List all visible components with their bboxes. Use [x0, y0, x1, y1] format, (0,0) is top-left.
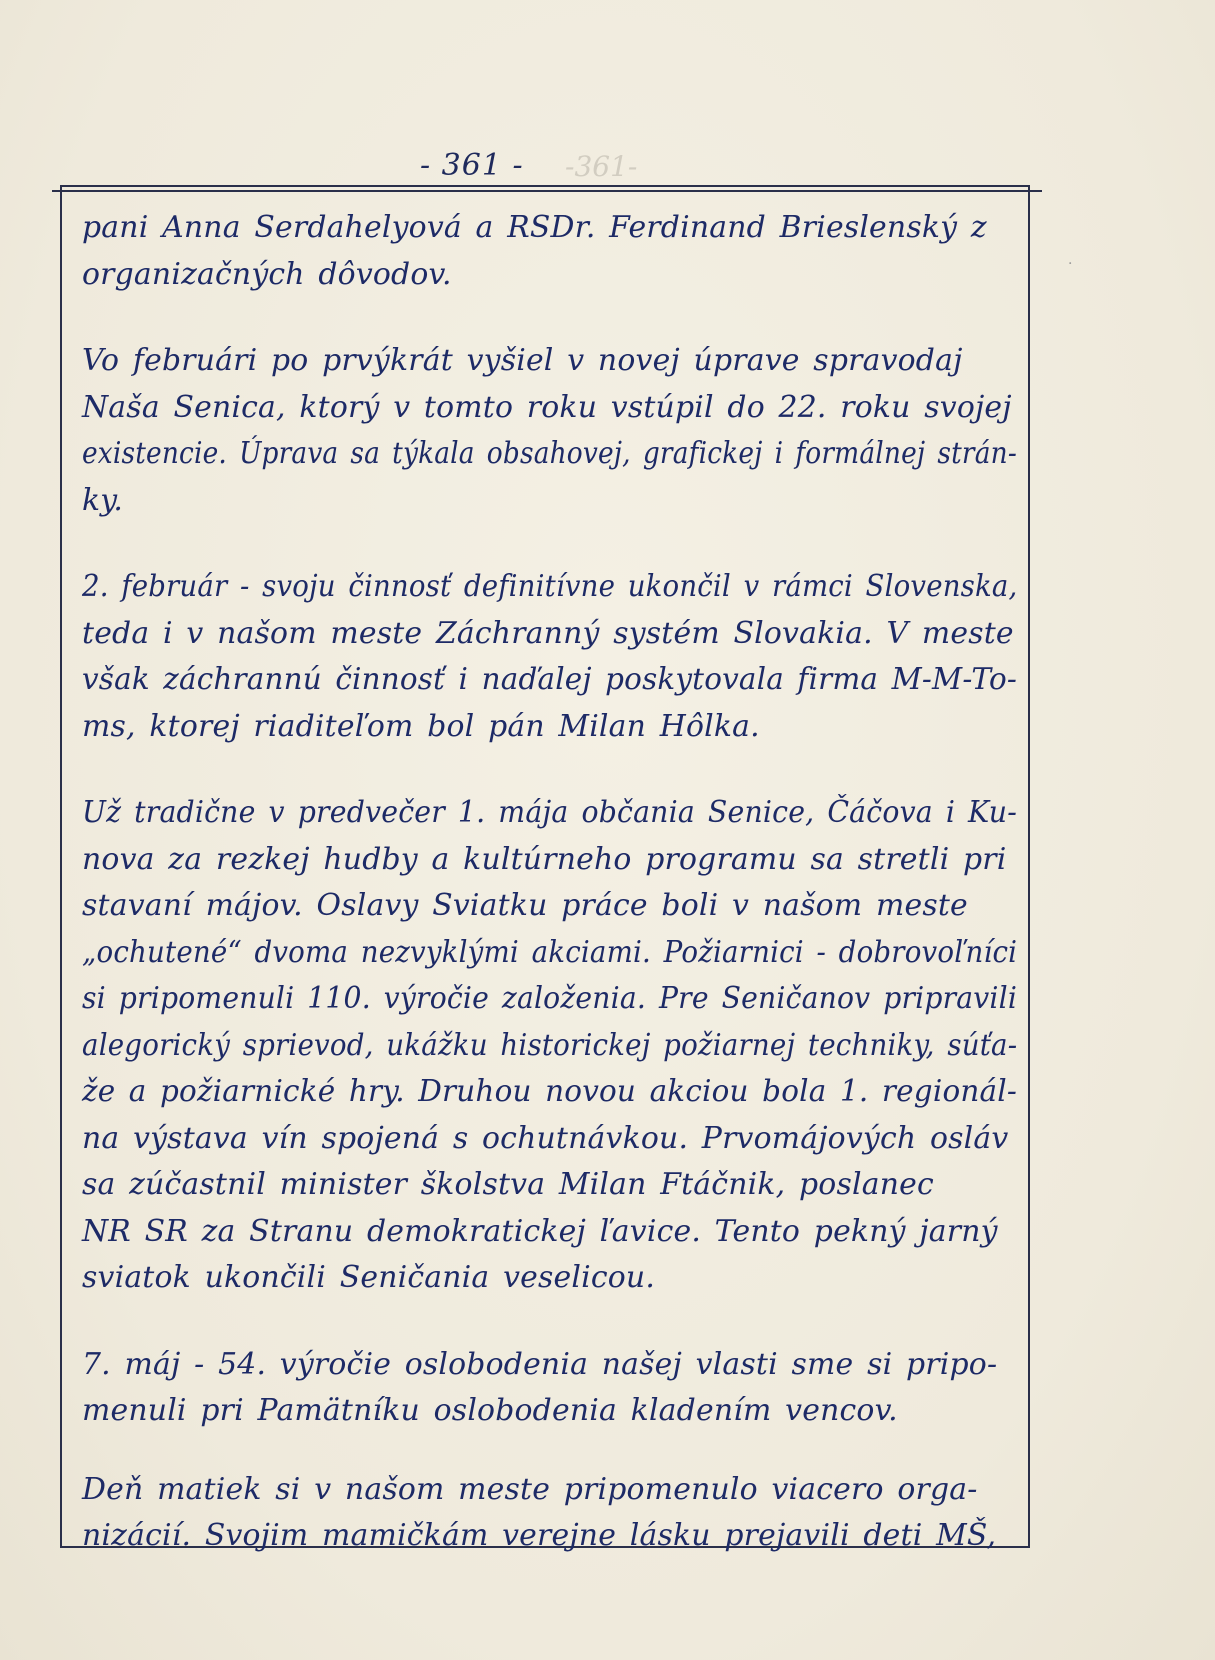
- handwritten-text-area: [82, 205, 1022, 1560]
- text-line: organizačných dôvodov.: [82, 256, 452, 292]
- text-line: že a požiarnické hry. Druhou novou akciou bola 1. regionál-: [82, 1074, 1018, 1109]
- bleed-through-page-number: -361-: [565, 150, 638, 183]
- text-line: 2. február - svoju činnosť definitívne ukončil v rámci Slovenska,: [82, 569, 1018, 604]
- text-line: menuli pri Pamätníku oslobodenia kladením vencov.: [82, 1393, 898, 1428]
- page-number: - 361 -: [420, 148, 524, 183]
- paragraph-rescue-system: [82, 564, 1022, 750]
- text-line: pani Anna Serdahelyová a RSDr. Ferdinand Brieslenský z: [82, 210, 987, 245]
- paragraph-may-day: [82, 790, 1022, 1302]
- text-line: si pripomenuli 110. výročie založenia. Pre Seničanov pripravili: [82, 981, 1018, 1016]
- text-line: sa zúčastnil minister školstva Milan Ftáčnik, poslanec: [82, 1167, 934, 1202]
- text-line: alegorický sprievod, ukážku historickej požiarnej techniky, súťa-: [82, 1027, 1018, 1063]
- paragraph-personnel: [82, 205, 1022, 298]
- text-line: Naša Senica, ktorý v tomto roku vstúpil do 22. roku svojej: [82, 389, 1012, 425]
- paragraph-newsletter: [82, 338, 1022, 524]
- text-line: ms, ktorej riaditeľom bol pán Milan Hôlka.: [82, 708, 760, 744]
- text-line: ky.: [82, 482, 124, 518]
- text-line: existencie. Úprava sa týkala obsahovej, grafickej i formálnej strán-: [82, 436, 1017, 471]
- text-line: Deň matiek si v našom meste pripomenulo viacero orga-: [82, 1471, 978, 1507]
- text-line: sviatok ukončili Seničania veselicou.: [82, 1260, 656, 1295]
- text-line: nova za rezkej hudby a kultúrneho programu sa stretli pri: [82, 841, 1007, 877]
- text-line: na výstava vín spojená s ochutnávkou. Prvomájových osláv: [82, 1120, 1009, 1156]
- text-line: stavaní májov. Oslavy Sviatku práce boli v našom meste: [82, 888, 968, 923]
- text-line: teda i v našom meste Záchranný systém Slovakia. V meste: [82, 615, 1014, 651]
- text-line: „ochutené“ dvoma nezvyklými akciami. Požiarnici - dobrovoľníci: [82, 934, 1018, 970]
- paragraph-liberation-day: [82, 1342, 1022, 1435]
- text-line: však záchrannú činnosť i naďalej poskytovala firma M-M-To-: [82, 662, 1018, 697]
- text-line: Už tradične v predvečer 1. mája občania Senice, Čáčova i Ku-: [82, 795, 1017, 830]
- paragraph-mothers-day: [82, 1467, 1022, 1560]
- text-line: nizácií. Svojim mamičkám verejne lásku prejavili deti MŠ,: [82, 1518, 997, 1553]
- text-line: 7. máj - 54. výročie oslobodenia našej vlasti sme si pripo-: [82, 1346, 998, 1382]
- text-line: Vo februári po prvýkrát vyšiel v novej úprave spravodaj: [82, 343, 963, 378]
- ink-speck: ·: [1068, 256, 1073, 272]
- text-line: NR SR za Stranu demokratickej ľavice. Tento pekný jarný: [82, 1213, 998, 1249]
